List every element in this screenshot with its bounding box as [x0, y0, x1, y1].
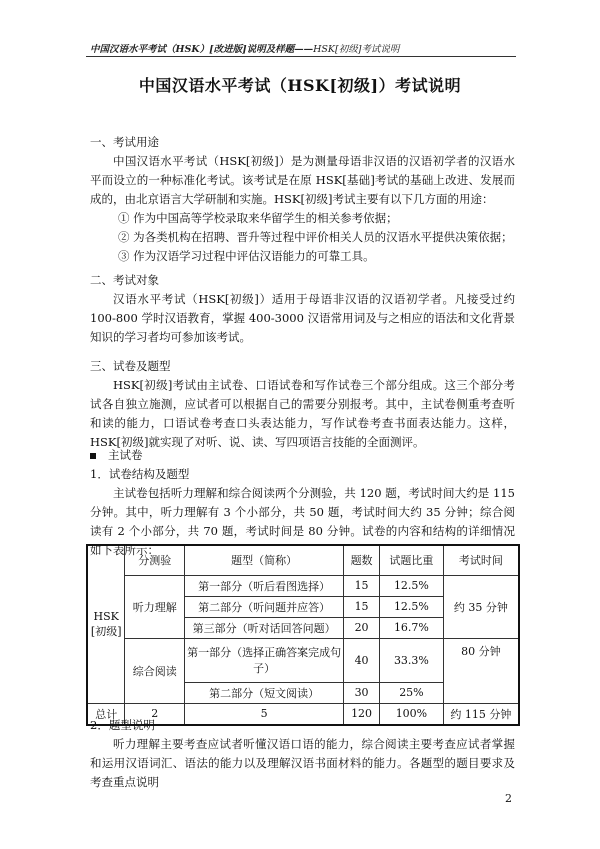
type-cell: 第三部分（听对话回答问题）	[185, 617, 344, 638]
weight-cell: 25%	[380, 682, 444, 703]
header-rule	[86, 56, 516, 57]
main-paper-paragraph: 主试卷包括听力理解和综合阅读两个分测验，共 120 题，考试时间大约是 115 分钟。其中，听力理解有 3 个小部分，共 50 题，考试时间大约 35 分钟；综合阅读有 2 个小部分，共 70 题，考试时间是 80 分钟。试卷的内容和结构的详细情况如下表所示：	[90, 486, 515, 557]
section-paper	[90, 357, 515, 452]
count-cell: 40	[344, 638, 380, 682]
section-main-paper	[90, 446, 515, 560]
exam-label-cell: HSK [初级]	[87, 545, 125, 703]
usage-item-2: ② 为各类机构在招聘、晋升等过程中评价相关人员的汉语水平提供决策依据；	[118, 230, 513, 244]
section-question-types	[90, 716, 515, 792]
section-target-heading: 二、考试对象	[90, 273, 159, 287]
header-time: 考试时间	[443, 545, 519, 575]
usage-item-3: ③ 作为汉语学习过程中评估汉语能力的可靠工具。	[118, 249, 375, 263]
type-cell: 第二部分（短文阅读）	[185, 682, 344, 703]
main-paper-heading: 主试卷	[90, 446, 515, 465]
count-cell: 30	[344, 682, 380, 703]
total-time-cell: 约 115 分钟	[443, 703, 519, 725]
table-header-row	[87, 545, 519, 575]
total-weight-cell: 100%	[380, 703, 444, 725]
table-row	[87, 638, 519, 682]
square-bullet-icon	[90, 453, 96, 459]
usage-item-1: ① 作为中国高等学校录取来华留学生的相关参考依据；	[118, 211, 398, 225]
section-paper-heading: 三、试卷及题型	[90, 359, 171, 373]
weight-cell: 33.3%	[380, 638, 444, 682]
main-paper-subheading: 1．试卷结构及题型	[90, 467, 190, 481]
total-count-cell: 120	[344, 703, 380, 725]
header-type: 题型（简称）	[185, 545, 344, 575]
listening-time-cell: 约 35 分钟	[443, 575, 519, 638]
section-paper-paragraph: HSK[初级]考试由主试卷、口语试卷和写作试卷三个部分组成。这三个部分考试各自独立施测，应试者可以根据自己的需要分别报考。其中，主试卷侧重考查听和读的能力，口语试卷考查口头表达能力，写作试卷考查书面表达能力。这样，HSK[初级]就实现了对听、说、读、写四项语言技能的全面测评。	[90, 378, 515, 449]
reading-section-cell: 综合阅读	[125, 638, 185, 703]
weight-cell: 12.5%	[380, 596, 444, 617]
count-cell: 15	[344, 596, 380, 617]
weight-cell: 12.5%	[380, 575, 444, 596]
table-row	[87, 575, 519, 596]
running-header-sub: HSK[初级]考试说明	[313, 44, 400, 55]
total-label-cell: 总计	[87, 703, 125, 725]
section-target	[90, 271, 515, 347]
running-header-main: 中国汉语水平考试（HSK）[改进版]说明及样题——	[90, 44, 314, 55]
type-cell: 第二部分（听问题并应答）	[185, 596, 344, 617]
reading-time-cell: 80 分钟	[443, 638, 519, 703]
total-types-cell: 5	[185, 703, 344, 725]
question-types-heading: 2．题型说明	[90, 718, 155, 732]
question-types-paragraph: 听力理解主要考查应试者听懂汉语口语的能力，综合阅读主要考查应试者掌握和运用汉语词汇、语法的能力以及理解汉语书面材料的能力。各题型的题目要求及考查重点说明	[90, 737, 515, 789]
count-cell: 20	[344, 617, 380, 638]
header-weight: 试题比重	[380, 545, 444, 575]
weight-cell: 16.7%	[380, 617, 444, 638]
listening-section-cell: 听力理解	[125, 575, 185, 638]
page-title: 中国汉语水平考试（HSK[初级]）考试说明	[138, 76, 462, 95]
count-cell: 15	[344, 575, 380, 596]
section-usage-heading: 一、考试用途	[90, 135, 159, 149]
type-cell: 第一部分（选择正确答案完成句子）	[185, 638, 344, 682]
header-section: 分测验	[125, 545, 185, 575]
total-sections-cell: 2	[125, 703, 185, 725]
header-count: 题数	[344, 545, 380, 575]
page-number: 2	[505, 792, 512, 805]
running-header	[90, 41, 520, 55]
type-cell: 第一部分（听后看图选择）	[185, 575, 344, 596]
section-usage	[90, 133, 515, 266]
section-target-paragraph: 汉语水平考试（HSK[初级]）适用于母语非汉语的汉语初学者。凡接受过约 100-800 学时汉语教育，掌握 400-3000 汉语常用词及与之相应的语法和文化背景知识的学习者均可参加该考试。	[90, 292, 515, 344]
section-usage-paragraph: 中国汉语水平考试（HSK[初级]）是为测量母语非汉语的汉语初学者的汉语水平而设立的一种标准化考试。该考试是在原 HSK[基础]考试的基础上改进、发展而成的，由北京语言大学研制和实施。HSK[初级]考试主要有以下几方面的用途：	[90, 154, 515, 206]
exam-structure-table	[86, 544, 520, 726]
